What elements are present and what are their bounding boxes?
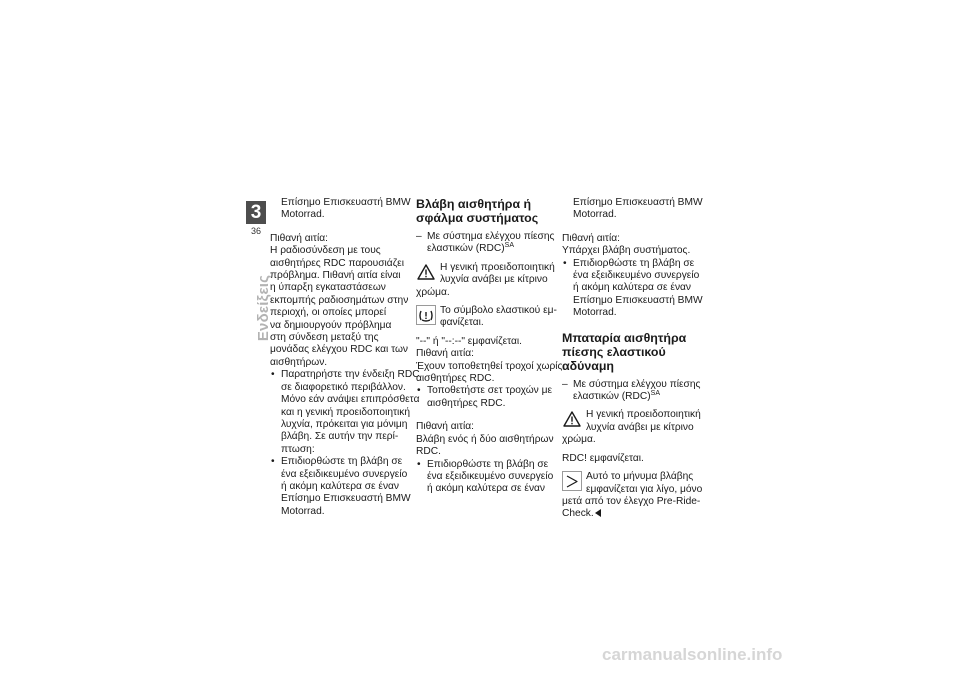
bullet-item [562,258,702,320]
text-line: να δημιουργούν πρόβλημα [270,319,392,331]
display-text: RDC! εμφανίζεται. [562,452,644,464]
cause-label: Πιθανή αιτία: [270,232,328,244]
section-heading [416,197,556,225]
text-line: Motorrad. [281,209,325,221]
text-line: ένα εξειδικευμένο συνεργείο [281,468,408,480]
cause-text [416,360,563,386]
column-2 [416,197,563,496]
text-line: λυχνία, πρόκειται για μόνιμη [281,418,408,430]
cause-text [270,245,410,369]
text-line [573,391,702,403]
text-line: Αυτό το μήνυμα βλάβης [586,471,694,483]
text-line: στη σύνδεση μεταξύ της [270,332,379,344]
end-of-section-arrow-icon [595,509,601,517]
text-span: ελαστικών (RDC) [573,391,651,403]
text-line: Επίσημο Επισκευαστή BMW [573,197,703,208]
intro-text [562,197,702,222]
warning-row [416,262,556,287]
text-line [427,243,556,255]
cause-text [416,434,556,459]
text-line: σε διαφορετικό περιβάλλον. [281,381,406,393]
text-line: ή ακόμη καλύτερα σε έναν [573,282,692,294]
text-line: Η γενική προειδοποιητική [440,261,555,273]
text-line: εκπομπής ραδιοσημάτων στην [270,294,409,306]
watermark: carmanualsonline.info [602,645,783,664]
text-line: πρόβλημα. Πιθανή αιτία είναι [270,270,401,282]
text-line: Motorrad. [573,209,617,221]
text-line: μονάδας ελέγχου RDC και των [270,344,409,356]
heading-line: σφάλμα συστήματος [416,211,539,225]
heading-line: Βλάβη αισθητήρα ή [416,197,532,211]
display-text: "--" ή "--:--" εμφανίζεται. [416,335,522,347]
chapter-title: Ενδείξεις [255,274,272,342]
text-line: περιοχή, οι οποίες μπορεί [270,307,387,319]
heading-line: αδύναμη [562,358,615,373]
cause-label: Πιθανή αιτία: [416,348,474,360]
page-number: 36 [250,226,261,236]
text-line: η ύπαρξη εγκαταστάσεων [270,282,386,294]
text-line: Βλάβη ενός ή δύο αισθητήρων [416,433,554,445]
warning-row [562,409,702,434]
chapter-number: 3 [246,201,266,224]
cause-label: Πιθανή αιτία: [416,421,474,433]
text-line: ή ακόμη καλύτερα σε έναν [281,480,400,492]
text-line: και η γενική προειδοποιητική [281,406,411,418]
column-3 [562,197,702,521]
info-row [562,471,702,496]
text-line: εμφανίζεται για λίγο, μόνο [586,483,703,495]
tire-row [416,305,556,330]
text-line [562,508,702,520]
sa-marker: SA [650,390,660,398]
sa-marker: SA [504,242,514,250]
text-line: αισθητήρες RDC. [427,397,506,409]
text-line: Έχουν τοποθετηθεί τροχοί χωρίς [416,360,563,372]
text-line: λυχνία ανάβει με κίτρινο [586,421,694,433]
text-line: – Με σύστημα ελέγχου πίεσης [573,378,701,390]
intro-text [270,197,410,222]
text-line: Μόνο εάν ανάψει επιπρόσθετα [281,394,420,406]
cause-text: Υπάρχει βλάβη συστήματος. [562,245,691,257]
text-line: Motorrad. [281,505,325,517]
bullet-item [270,456,410,518]
text-line: • Επιδιορθώστε τη βλάβη σε [427,458,549,470]
text-line: πτωση: [281,443,315,455]
section-heading [562,331,702,373]
warning-triangle-icon [416,262,436,282]
heading-line: πίεσης ελαστικού [562,344,666,359]
text-line: Η ραδιοσύνδεση με τους [270,245,381,257]
text-line: αισθητήρες RDC παρουσιάζει [270,257,404,269]
text-line: Επίσημο Επισκευαστή BMW [281,493,411,505]
text-line: αισθητήρες RDC. [416,373,495,385]
text-line: ένα εξειδικευμένο συνεργείο [573,270,700,282]
text-line: χρώμα. [562,434,596,446]
text-line: Motorrad. [573,307,617,319]
bullet-item [270,369,420,456]
text-span: Check. [562,508,594,520]
text-line: αισθητήρων. [270,356,328,368]
text-line: • Επιδιορθώστε τη βλάβη σε [281,456,403,468]
text-line: ένα εξειδικευμένο συνεργείο [427,470,554,482]
text-line: μετά από τον έλεγχο Pre-Ride- [562,495,701,507]
heading-line: Μπαταρία αισθητήρα [562,330,687,345]
info-triangle-icon [562,471,582,491]
text-line: • Παρατηρήστε την ένδειξη RDC [281,369,420,381]
text-line: ή ακόμη καλύτερα σε έναν [427,483,546,495]
column-1 [270,197,420,518]
bullet-item [416,459,556,496]
warning-triangle-icon [562,409,582,429]
tire-pressure-icon [416,305,436,325]
cause-label: Πιθανή αιτία: [562,232,620,244]
text-line: • Τοποθετήστε σετ τροχών με [427,385,553,397]
text-line: Επίσημο Επισκευαστή BMW [573,294,703,306]
text-line: βλάβη. Σε αυτήν την περί- [281,431,399,443]
text-line: λυχνία ανάβει με κίτρινο [440,274,548,286]
text-line: • Επιδιορθώστε τη βλάβη σε [573,257,695,269]
text-line: Επίσημο Επισκευαστή BMW [281,197,411,208]
condition-item [416,231,556,256]
condition-item [562,379,702,404]
bullet-item [416,385,556,410]
text-span: ελαστικών (RDC) [427,243,505,255]
text-line: φανίζεται. [440,317,484,329]
text-line: Η γενική προειδοποιητική [586,409,701,421]
text-line: χρώμα. [416,286,450,298]
text-line: RDC. [416,446,441,458]
text-line: – Με σύστημα ελέγχου πίεσης [427,231,555,242]
text-line: Το σύμβολο ελαστικού εμ- [440,305,557,317]
